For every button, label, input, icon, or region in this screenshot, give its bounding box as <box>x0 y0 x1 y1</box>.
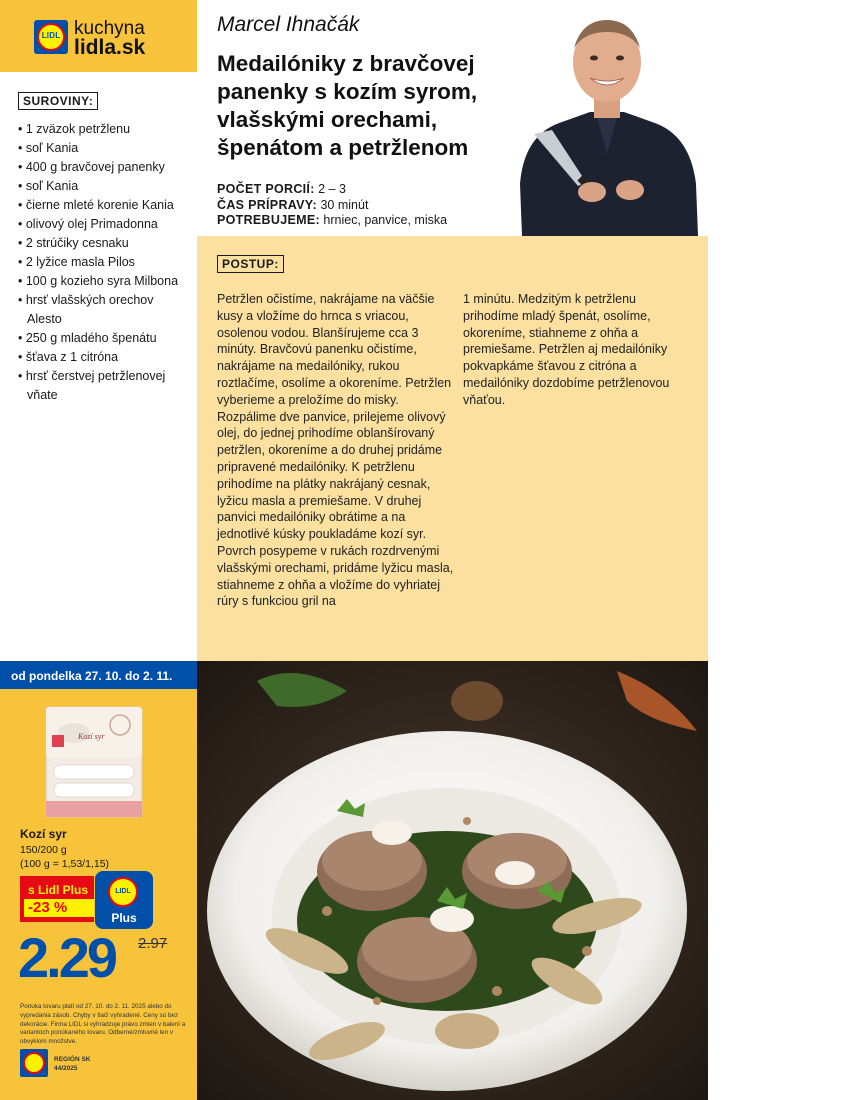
ingredient-item: • 100 g kozieho syra Milbona <box>18 272 190 291</box>
brand-header <box>0 0 197 72</box>
recipe-title: Medailóniky z bravčovej panenky s kozím syrom, vlašskými orechami, špenátom a petržlenom <box>217 51 478 160</box>
time-row: ČAS PRÍPRAVY: 30 minút <box>217 197 369 212</box>
steps-column-1: Petržlen očistíme, nakrájame na väčšie kusy a vložíme do hrnca s vriacou, osolenou vodou. Blanšírujeme cca 3 minúty. Bravčovú panenku očistíme, nakrájame na medailóniky, rukou roztlačíme, osolíme a okoreníme. Petržlen vyberieme a preložíme do misky. Rozpálime dve panvice, prilejeme olivový olej, do jednej prihodíme oblanšírovaný petržlen, okoreníme a do druhej pridáme pripravené medailóniky. K petržlenu prihodíme na plátky nakrájaný cesnak, lyžicu masla a premiešame. V druhej panvici medailóniky obrátime a na jednotlivé kúsky poukladáme kozí syr. Povrch posypeme v rukách rozdrvenými vlašskými orechami, pridáme lyžicu masla, stiahneme z ohňa a vložíme do vyhriatej rúry s funkciou gril na <box>217 292 454 609</box>
product-name: Kozí syr <box>20 827 67 841</box>
ingredient-item: • soľ Kania <box>18 177 190 196</box>
ingredient-item: • 1 zväzok petržlenu <box>18 120 190 139</box>
footer-region: REGIÓN SK 44/2025 <box>54 1056 91 1072</box>
ingredient-item: • 250 g mladého špenátu <box>18 329 190 348</box>
fine-print: Ponuka tovaru platí od 27. 10. do 2. 11. 2025 alebo do vypredania zásob. Chyby v tlači vyhradené. Ceny sú bez dekorácie. Firma LIDL si vyhradzuje právo zmien v balení a variantoch ponúkaného tovaru. Odberné/zmluvné len v obvyklom množstve. <box>20 1003 186 1046</box>
chef-photo <box>512 14 702 236</box>
product-size: 150/200 g (100 g = 1,53/1,15) <box>20 844 110 870</box>
portions-row: POČET PORCIÍ: 2 – 3 <box>217 182 346 196</box>
ingredient-item: • hrsť vlašských orechov Alesto <box>18 291 190 329</box>
brand-line2: lidla.sk <box>74 36 146 59</box>
steps-heading: POSTUP: <box>217 255 284 273</box>
svg-text:Kozí syr: Kozí syr <box>78 732 105 741</box>
ingredient-item: • 2 strúčiky cesnaku <box>18 234 190 253</box>
recipe-meta <box>217 182 447 229</box>
ingredient-item: • 400 g bravčovej panenky <box>18 158 190 177</box>
ingredients-list <box>18 120 190 405</box>
ingredient-item: • šťava z 1 citróna <box>18 348 190 367</box>
ingredients-heading: SUROVINY: <box>18 92 98 110</box>
ingredient-item: • soľ Kania <box>18 139 190 158</box>
ingredient-item: • olivový olej Primadonna <box>18 215 190 234</box>
recipe-author: Marcel Ihnačák <box>217 13 360 36</box>
ingredient-item: • hrsť čerstvej petržlenovej vňate <box>18 367 190 405</box>
ingredient-item: • 2 lyžice masla Pilos <box>18 253 190 272</box>
lidl-plus-discount-label: s Lidl Plus -23 % <box>20 876 94 922</box>
goat-cheese-package-image <box>44 705 144 819</box>
needs-row: POTREBUJEME: hrniec, panvice, miska <box>217 213 448 227</box>
steps-column-2: 1 minútu. Medzitým k petržlenu prihodíme mladý špenát, osolíme, okoreníme, stiahneme z ohňa a premiešame. Petržlen aj medailóniky pokvapkáme šťavou z citróna a medailóniky dozdobíme petržlenovou vňaťou. <box>463 292 670 407</box>
lidl-plus-badge-icon: LIDL Plus <box>95 871 153 929</box>
dish-photo <box>197 661 708 1100</box>
lidl-logo-icon: LIDL <box>34 20 68 54</box>
offer-old-price: 2.97 <box>138 935 168 952</box>
lidl-footer-logo-icon <box>20 1049 48 1077</box>
brand-line1: kuchyna <box>74 18 145 39</box>
offer-validity: od pondelka 27. 10. do 2. 11. <box>0 661 197 689</box>
offer-price: 2.29 <box>18 926 115 989</box>
ingredient-item: • čierne mleté korenie Kania <box>18 196 190 215</box>
